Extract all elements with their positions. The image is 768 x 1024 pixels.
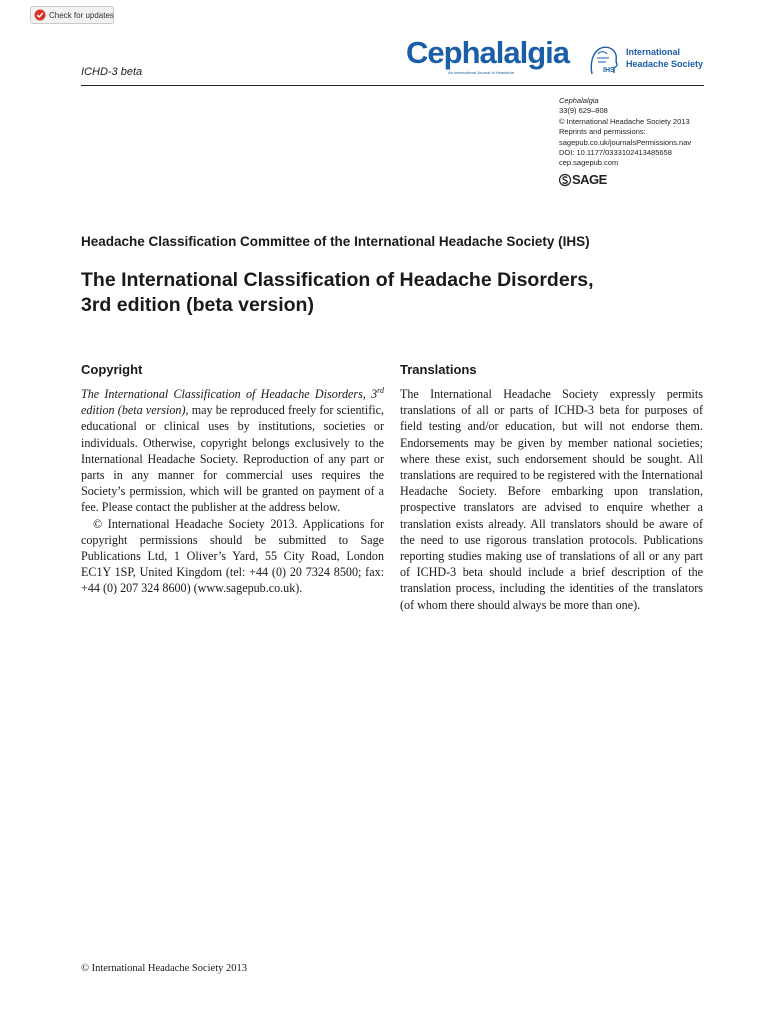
article-title-line1: The International Classification of Headache Disorders,: [81, 269, 594, 291]
copyright-work-title: The International Classification of Headache Disorders, 3: [81, 387, 378, 401]
copyright-paragraph-1: [81, 386, 384, 516]
article-title-line2: 3rd edition (beta version): [81, 294, 314, 316]
committee-author: Headache Classification Committee of the International Headache Society (IHS): [81, 234, 590, 249]
meta-copyright: © International Headache Society 2013: [559, 116, 690, 126]
ihs-logo[interactable]: [586, 42, 706, 82]
meta-journal: Cephalalgia: [559, 96, 599, 105]
article-title: [81, 268, 701, 318]
sage-logo: [559, 173, 719, 187]
sage-logo-text: SAGE: [572, 171, 607, 187]
meta-reprints: Reprints and permissions:: [559, 127, 646, 137]
meta-doi[interactable]: DOI: 10.1177/0333102413485658: [559, 148, 672, 158]
translations-section: [400, 362, 703, 613]
journal-metadata: [559, 96, 719, 187]
ihs-emblem-letters: IHS: [603, 67, 615, 74]
meta-reprints-link[interactable]: sagepub.co.uk/journalsPermissions.nav: [559, 137, 692, 147]
journal-subtitle: An International Journal of Headache: [448, 70, 515, 75]
journal-logo[interactable]: [406, 36, 574, 80]
page-footer: © International Headache Society 2013: [81, 963, 248, 974]
copyright-section: [81, 362, 384, 597]
sage-logo-icon: [559, 173, 571, 187]
ihs-emblem-icon: [586, 42, 622, 78]
translations-paragraph: The International Headache Society expressly permits translations of all or parts of ICHD-3 beta for purposes of field testing and/or education, but will not endorse them. Endorsements may be given by member national societies; where these exist, such endorsement should be sought. All translations are required to be registered with the International Headache Society. Before embarking upon translation, prospective translators are advised to enquire whether a translation exists already. All translators should be aware of the need to use rigorous translation protocols. Publications reporting studies making use of translations of all or any part of ICHD-3 beta should include a brief description of the translation process, including the identities of the translators (of whom there should always be more than one).: [400, 387, 703, 612]
translations-heading: Translations: [400, 362, 477, 377]
header-rule: [81, 85, 704, 86]
journal-name: Cephalalgia: [406, 35, 569, 70]
society-name-line1: International: [626, 47, 681, 57]
check-for-updates-button[interactable]: [30, 6, 114, 24]
copyright-text: , may be reproduced freely for scientific, educational or clinical uses by institutions, societies or individuals. Otherwise, copyright belongs exclusively to the International Headache Society. Reproduction of any part or parts in any manner for commercial uses requires the Society’s permission, which will be granted on payment of a fee. Please contact the publisher at the address below.: [81, 403, 384, 515]
meta-site-link[interactable]: cep.sagepub.com: [559, 158, 619, 168]
society-name-line2: Headache Society: [626, 59, 704, 69]
check-for-updates-icon: [34, 9, 46, 21]
copyright-paragraph-2: © International Headache Society 2013. Applications for copyright permissions should be submitted to Sage Publications Ltd, 1 Oliver’s Yard, 55 City Road, London EC1Y 1SP, United Kingdom (tel: +44 (0) 20 7324 8500; fax: +44 (0) 207 324 8600) (www.sagepub.co.uk).: [81, 516, 384, 596]
society-name: [626, 46, 703, 70]
copyright-heading: Copyright: [81, 362, 143, 377]
check-for-updates-label: Check for updates: [49, 10, 114, 20]
running-head: ICHD-3 beta: [81, 66, 143, 78]
copyright-edition: edition (beta version): [81, 403, 186, 418]
meta-volume: 33(9) 629–808: [559, 106, 608, 116]
copyright-edition-sup: rd: [377, 385, 384, 395]
